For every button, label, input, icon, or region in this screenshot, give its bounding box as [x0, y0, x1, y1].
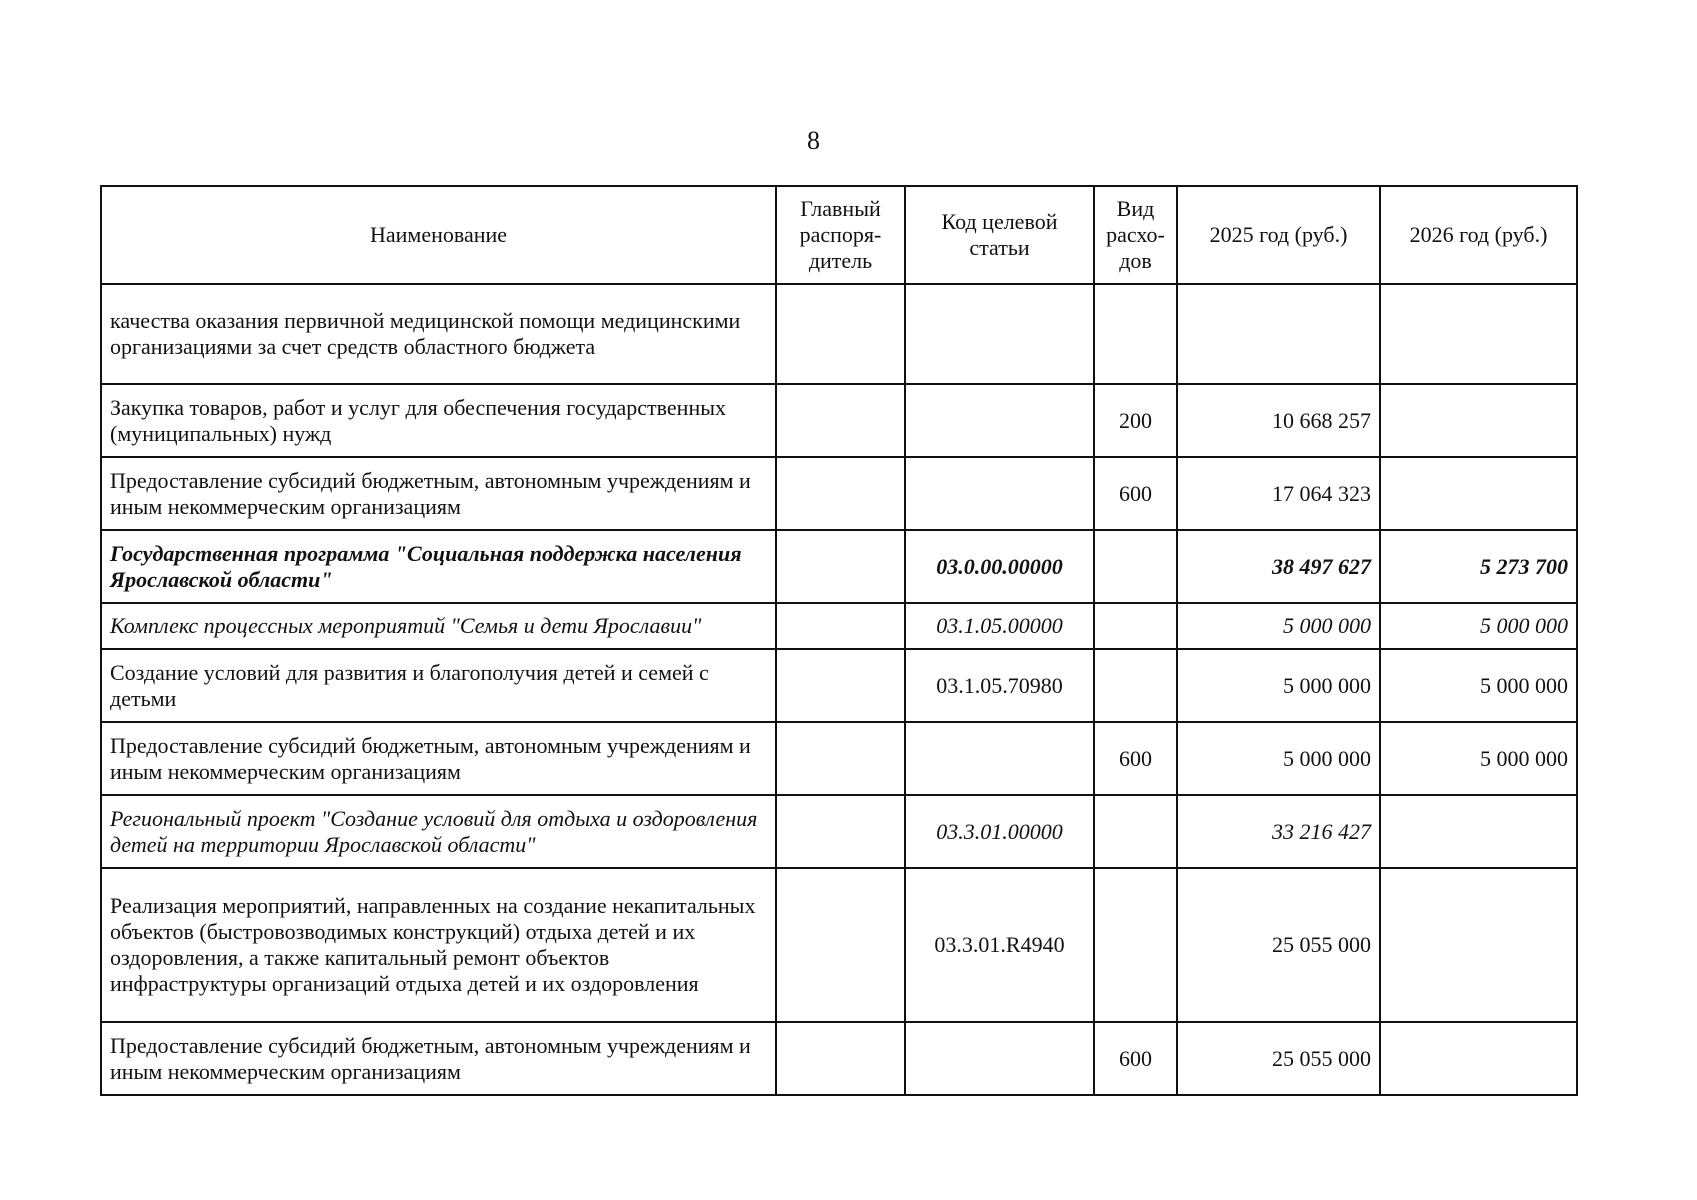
cell-vid: 600 — [1094, 457, 1177, 530]
cell-glavny — [776, 603, 905, 649]
cell-vid — [1094, 795, 1177, 868]
table-row-project — [101, 795, 1577, 868]
cell-vid — [1094, 530, 1177, 603]
cell-glavny — [776, 457, 905, 530]
cell-2026 — [1380, 868, 1577, 1022]
cell-2025: 5 000 000 — [1177, 722, 1380, 795]
cell-2026 — [1380, 795, 1577, 868]
header-kod: Код целевой статьи — [905, 186, 1094, 284]
cell-name: Комплекс процессных мероприятий "Семья и дети Ярославии" — [101, 603, 776, 649]
table-header-row — [101, 186, 1577, 284]
table-row — [101, 722, 1577, 795]
cell-glavny — [776, 722, 905, 795]
table-row — [101, 284, 1577, 384]
cell-glavny — [776, 1022, 905, 1095]
cell-name: Государственная программа "Социальная поддержка населения Ярославской области" — [101, 530, 776, 603]
header-glavny: Главный распоря-дитель — [776, 186, 905, 284]
cell-glavny — [776, 795, 905, 868]
cell-2026: 5 000 000 — [1380, 722, 1577, 795]
cell-kod: 03.3.01.00000 — [905, 795, 1094, 868]
budget-table — [100, 185, 1578, 1096]
table-row — [101, 457, 1577, 530]
table-row-complex — [101, 603, 1577, 649]
cell-vid: 600 — [1094, 1022, 1177, 1095]
cell-vid: 600 — [1094, 722, 1177, 795]
cell-name: Реализация мероприятий, направленных на создание некапитальных объектов (быстровозводимых конструкций) отдыха детей и их оздоровления, а также капитальный ремонт объектов инфраструктуры организаций отдыха детей и их оздоровления — [101, 868, 776, 1022]
cell-2025: 25 055 000 — [1177, 868, 1380, 1022]
cell-name: Закупка товаров, работ и услуг для обеспечения государственных (муниципальных) нужд — [101, 384, 776, 457]
cell-kod — [905, 384, 1094, 457]
cell-name: Региональный проект "Создание условий для отдыха и оздоровления детей на территории Ярославской области" — [101, 795, 776, 868]
cell-2025: 33 216 427 — [1177, 795, 1380, 868]
cell-vid — [1094, 649, 1177, 722]
cell-2025: 17 064 323 — [1177, 457, 1380, 530]
cell-kod — [905, 1022, 1094, 1095]
cell-2025: 5 000 000 — [1177, 649, 1380, 722]
table-row — [101, 649, 1577, 722]
header-name: Наименование — [101, 186, 776, 284]
cell-2026: 5 000 000 — [1380, 649, 1577, 722]
cell-2025: 5 000 000 — [1177, 603, 1380, 649]
cell-glavny — [776, 284, 905, 384]
cell-2025 — [1177, 284, 1380, 384]
cell-glavny — [776, 530, 905, 603]
page-number-text: 8 — [807, 126, 820, 155]
header-vid: Вид расхо-дов — [1094, 186, 1177, 284]
cell-vid: 200 — [1094, 384, 1177, 457]
cell-glavny — [776, 868, 905, 1022]
cell-kod — [905, 722, 1094, 795]
cell-2026 — [1380, 384, 1577, 457]
cell-vid — [1094, 603, 1177, 649]
cell-kod — [905, 457, 1094, 530]
cell-vid — [1094, 284, 1177, 384]
cell-kod: 03.0.00.00000 — [905, 530, 1094, 603]
header-2026: 2026 год (руб.) — [1380, 186, 1577, 284]
table-row — [101, 1022, 1577, 1095]
cell-name: Предоставление субсидий бюджетным, автономным учреждениям и иным некоммерческим организациям — [101, 457, 776, 530]
cell-glavny — [776, 384, 905, 457]
cell-name: качества оказания первичной медицинской помощи медицинскими организациями за счет средств областного бюджета — [101, 284, 776, 384]
cell-glavny — [776, 649, 905, 722]
cell-2025: 38 497 627 — [1177, 530, 1380, 603]
table-row — [101, 868, 1577, 1022]
cell-2025: 25 055 000 — [1177, 1022, 1380, 1095]
cell-2026 — [1380, 284, 1577, 384]
cell-kod — [905, 284, 1094, 384]
cell-2025: 10 668 257 — [1177, 384, 1380, 457]
cell-name: Предоставление субсидий бюджетным, автономным учреждениям и иным некоммерческим организациям — [101, 722, 776, 795]
cell-vid — [1094, 868, 1177, 1022]
cell-kod: 03.3.01.R4940 — [905, 868, 1094, 1022]
cell-2026: 5 273 700 — [1380, 530, 1577, 603]
header-2025: 2025 год (руб.) — [1177, 186, 1380, 284]
page-number — [0, 126, 1697, 156]
cell-kod: 03.1.05.00000 — [905, 603, 1094, 649]
cell-2026 — [1380, 457, 1577, 530]
cell-name: Создание условий для развития и благополучия детей и семей с детьми — [101, 649, 776, 722]
cell-kod: 03.1.05.70980 — [905, 649, 1094, 722]
cell-name: Предоставление субсидий бюджетным, автономным учреждениям и иным некоммерческим организациям — [101, 1022, 776, 1095]
table-row-program — [101, 530, 1577, 603]
cell-2026: 5 000 000 — [1380, 603, 1577, 649]
table-row — [101, 384, 1577, 457]
cell-2026 — [1380, 1022, 1577, 1095]
